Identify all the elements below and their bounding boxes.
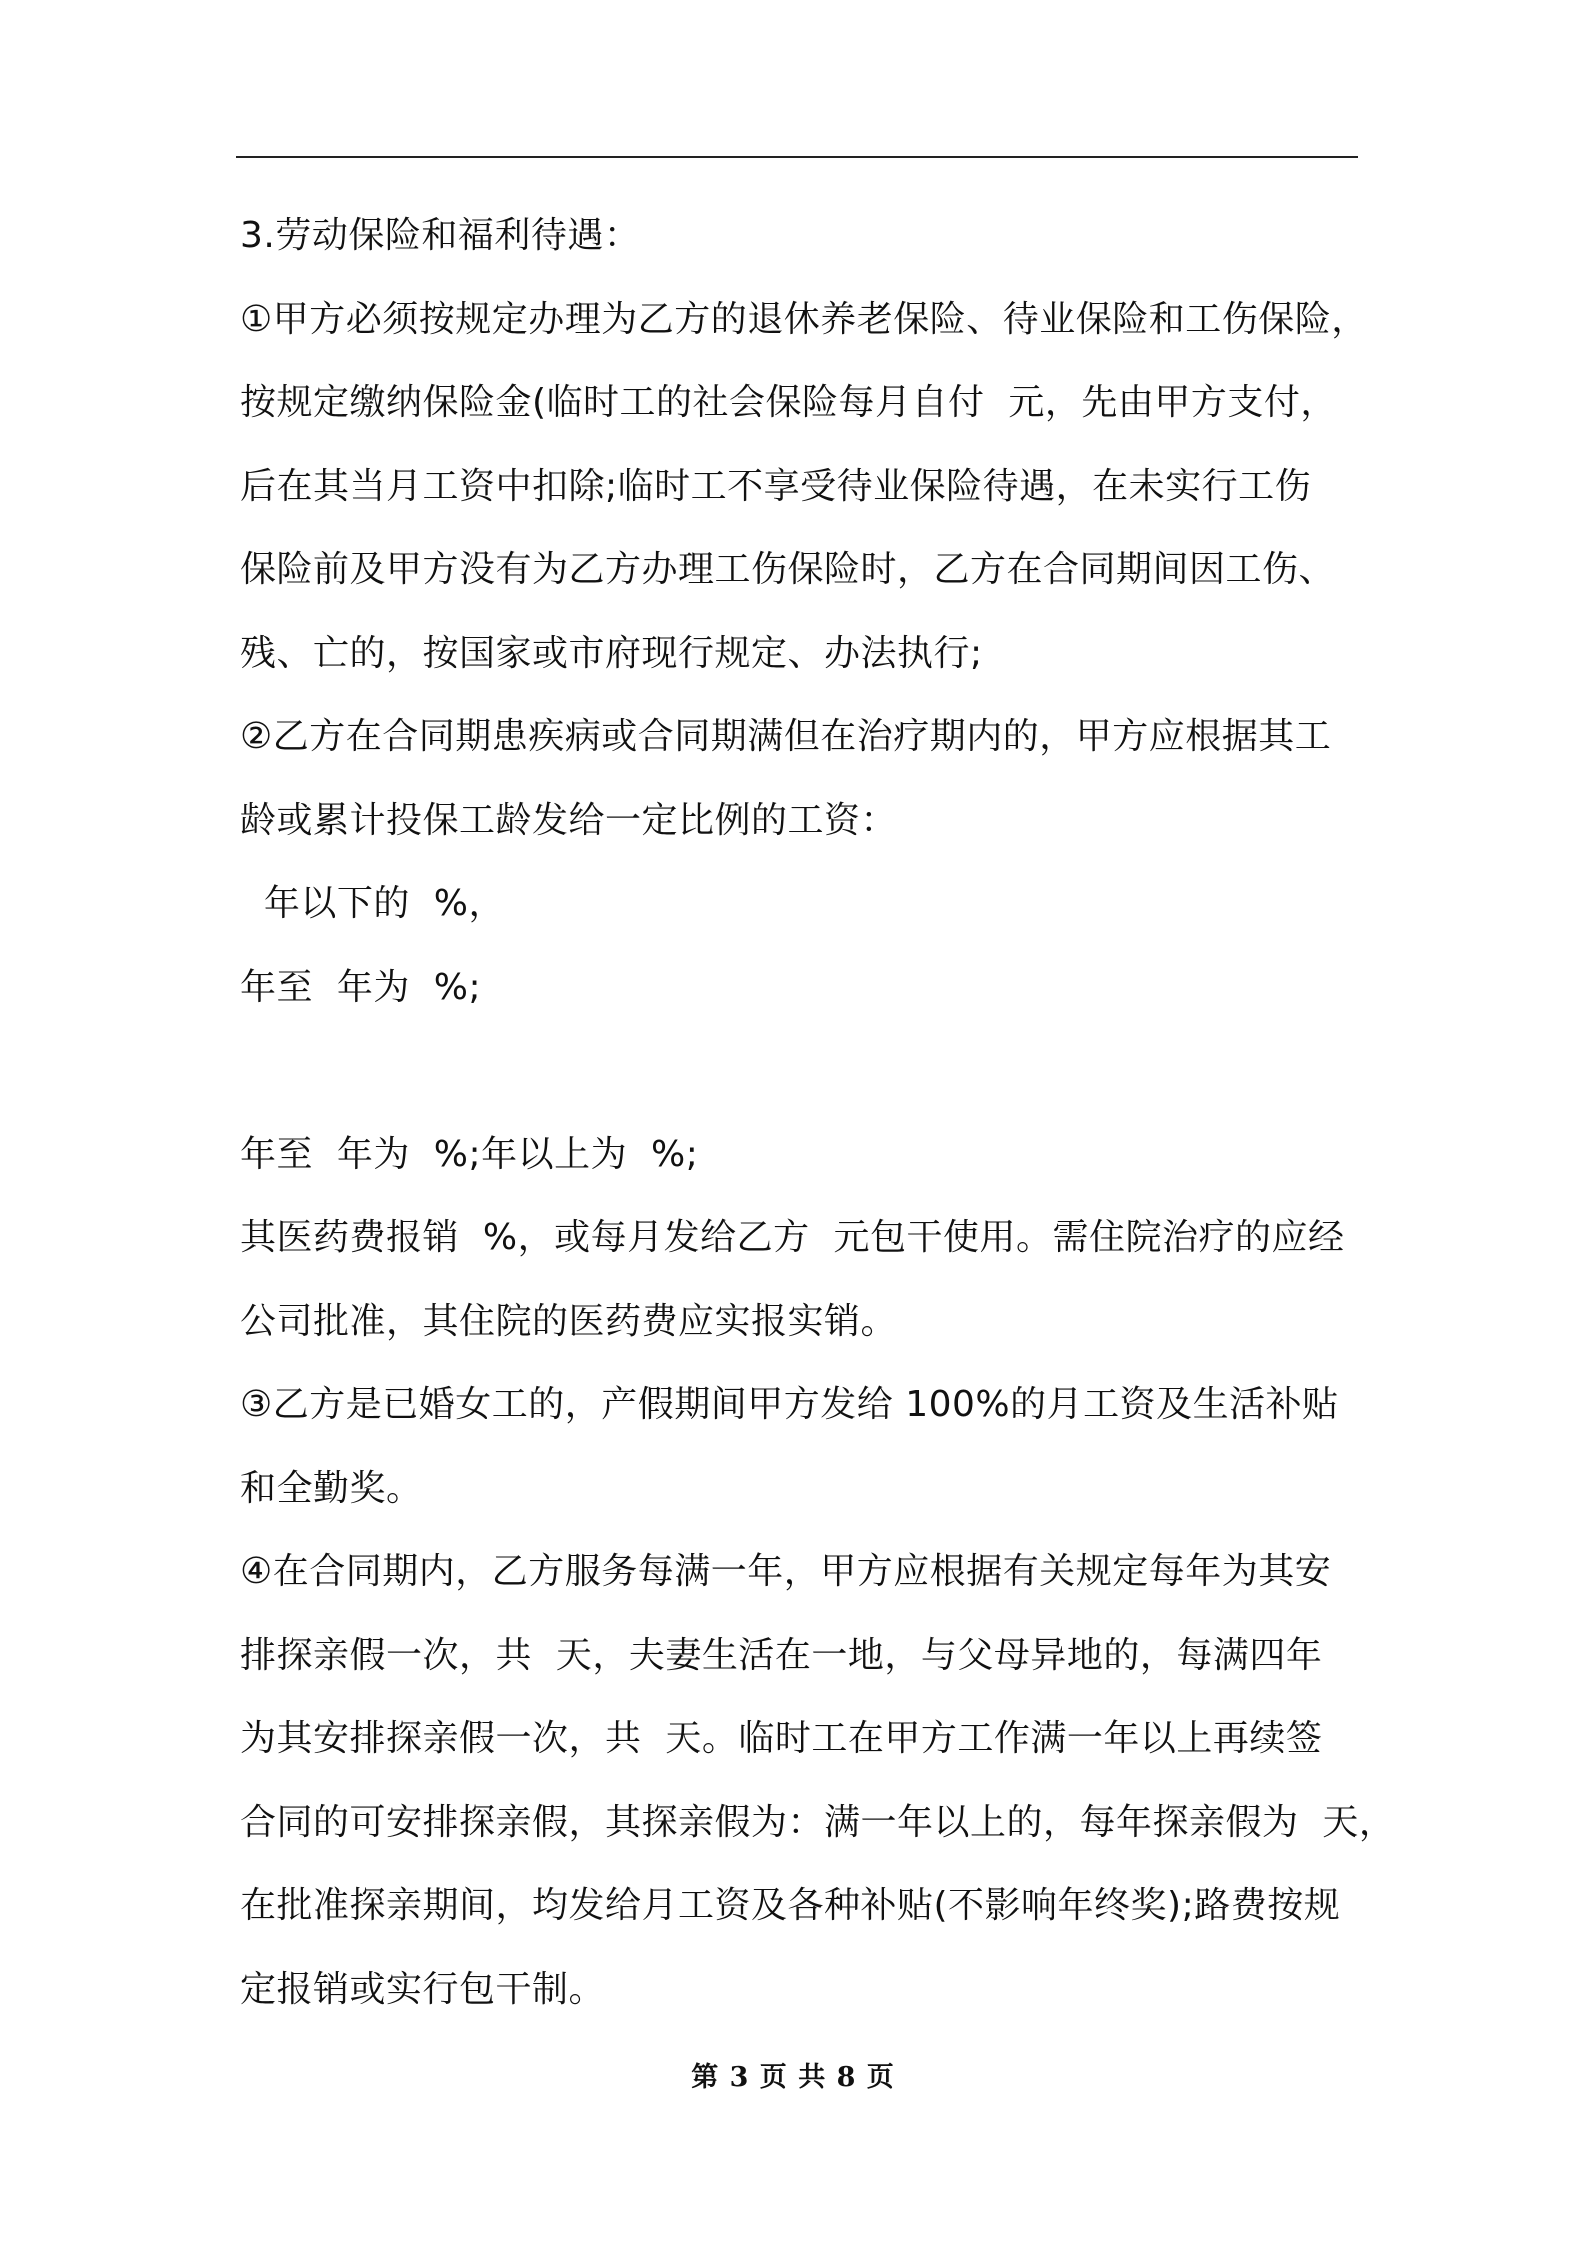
text-line: 龄或累计投保工龄发给一定比例的工资： (240, 799, 898, 841)
text-line: 和全勤奖。 (240, 1467, 423, 1509)
text-line: ③乙方是已婚女工的，产假期间甲方发给 100%的月工资及生活补贴 (240, 1384, 1339, 1425)
text-line: 公司批准，其住院的医药费应实报实销。 (240, 1300, 898, 1342)
text-line: ②乙方在合同期患疾病或合同期满但在治疗期内的，甲方应根据其工 (240, 716, 1332, 757)
header-divider (236, 156, 1358, 158)
text-line: 年至 年为 %; (240, 966, 482, 1008)
text-line: ①甲方必须按规定办理为乙方的退休养老保险、待业保险和工伤保险， (240, 298, 1368, 340)
text-line: ④在合同期内，乙方服务每满一年，甲方应根据有关规定每年为其安 (240, 1551, 1332, 1592)
text-line: 保险前及甲方没有为乙方办理工伤保险时，乙方在合同期间因工伤、 (240, 549, 1336, 590)
blank-line (240, 1029, 1360, 1113)
document-body (240, 194, 1396, 2031)
text-line: 按规定缴纳保险金(临时工的社会保险每月自付 元，先由甲方支付， (240, 382, 1337, 423)
text-line: 年以下的 %， (240, 883, 505, 924)
page-number: 第 3 页 共 8 页 (691, 2062, 895, 2093)
text-line: 定报销或实行包干制。 (240, 1968, 606, 2010)
text-line: 后在其当月工资中扣除;临时工不享受待业保险待遇，在未实行工伤 (240, 465, 1312, 507)
text-line: 在批准探亲期间，均发给月工资及各种补贴(不影响年终奖);路费按规 (240, 1885, 1341, 1926)
text-line: 为其安排探亲假一次，共 天。临时工在甲方工作满一年以上再续签 (240, 1718, 1323, 1759)
text-line: 年至 年为 %;年以上为 %; (240, 1133, 699, 1175)
text-line: 合同的可安排探亲假，其探亲假为：满一年以上的，每年探亲假为 天， (240, 1801, 1396, 1843)
text-line: 残、亡的，按国家或市府现行规定、办法执行; (240, 632, 983, 674)
section-heading: 3.劳动保险和福利待遇： (240, 215, 641, 256)
text-line: 排探亲假一次，共 天，夫妻生活在一地，与父母异地的，每满四年 (240, 1634, 1323, 1676)
text-line: 其医药费报销 %，或每月发给乙方 元包干使用。需住院治疗的应经 (240, 1217, 1345, 1258)
